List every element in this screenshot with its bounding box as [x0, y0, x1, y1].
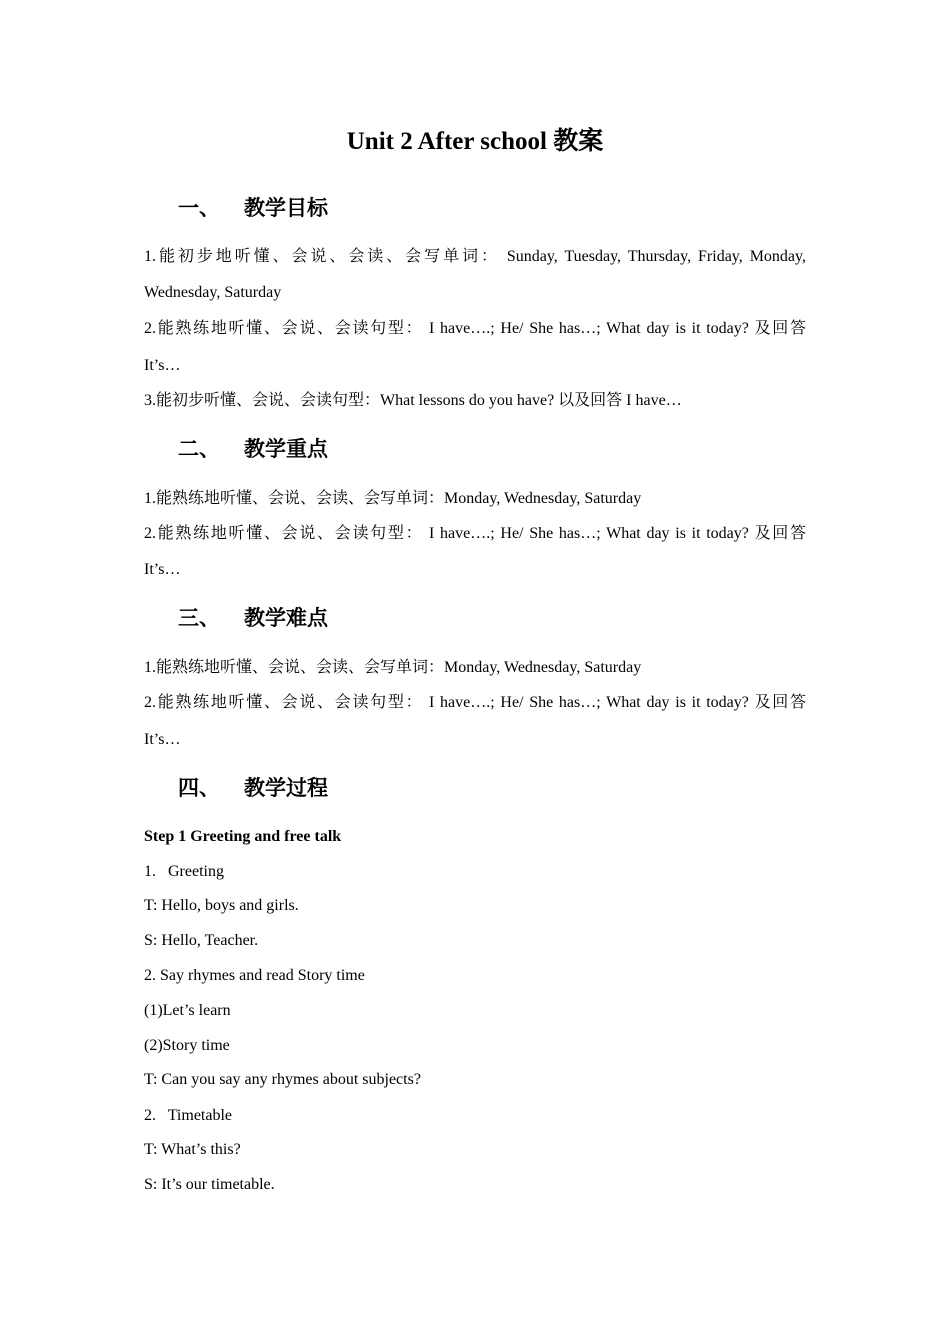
paragraph-line: 1. Greeting [144, 863, 224, 880]
paragraph-line: 1.能熟练地听懂、会说、会读、会写单词：Monday, Wednesday, Saturday [144, 659, 642, 676]
paragraph-line: 2.能熟练地听懂、会说、会读句型： I have….; He/ She has…; What day is it today? 及回答 [144, 694, 806, 711]
step-heading: Step 1 Greeting and free talk [144, 828, 342, 845]
section-heading-objectives [178, 193, 328, 223]
paragraph-line: (2)Story time [144, 1037, 230, 1054]
paragraph-line: (1)Let’s learn [144, 1002, 231, 1019]
section-number: 三、 [178, 606, 220, 630]
paragraph-line: 1.能初步地听懂、会说、会读、会写单词： Sunday, Tuesday, Thursday, Friday, Monday, [144, 248, 806, 265]
paragraph-line: It’s… [144, 357, 181, 374]
paragraph-line: S: Hello, Teacher. [144, 932, 259, 949]
paragraph-line: 2. Say rhymes and read Story time [144, 967, 365, 984]
paragraph-line: It’s… [144, 731, 181, 748]
paragraph-line: It’s… [144, 561, 181, 578]
section-title: 教学过程 [244, 776, 328, 800]
section-title: 教学目标 [244, 196, 328, 220]
section-title: 教学难点 [244, 606, 328, 630]
paragraph-line: 1.能熟练地听懂、会说、会读、会写单词：Monday, Wednesday, Saturday [144, 490, 642, 507]
paragraph-line: S: It’s our timetable. [144, 1176, 275, 1193]
paragraph-line: T: Hello, boys and girls. [144, 897, 299, 914]
section-number: 一、 [178, 196, 220, 220]
section-heading-process [178, 773, 328, 803]
document-title: Unit 2 After school 教案 [346, 128, 604, 155]
paragraph-line: Wednesday, Saturday [144, 284, 282, 301]
section-title: 教学重点 [244, 437, 328, 461]
section-heading-key-points [178, 434, 328, 464]
section-number: 四、 [178, 776, 220, 800]
paragraph-line: 2. Timetable [144, 1107, 233, 1124]
paragraph-line: 3.能初步听懂、会说、会读句型：What lessons do you have? 以及回答 I have… [144, 392, 682, 409]
section-number: 二、 [178, 437, 220, 461]
paragraph-line: 2.能熟练地听懂、会说、会读句型： I have….; He/ She has…; What day is it today? 及回答 [144, 525, 806, 542]
paragraph-line: T: What’s this? [144, 1141, 241, 1158]
paragraph-line: 2.能熟练地听懂、会说、会读句型： I have….; He/ She has…; What day is it today? 及回答 [144, 320, 806, 337]
section-heading-difficulties [178, 603, 328, 633]
paragraph-line: T: Can you say any rhymes about subjects? [144, 1071, 421, 1088]
